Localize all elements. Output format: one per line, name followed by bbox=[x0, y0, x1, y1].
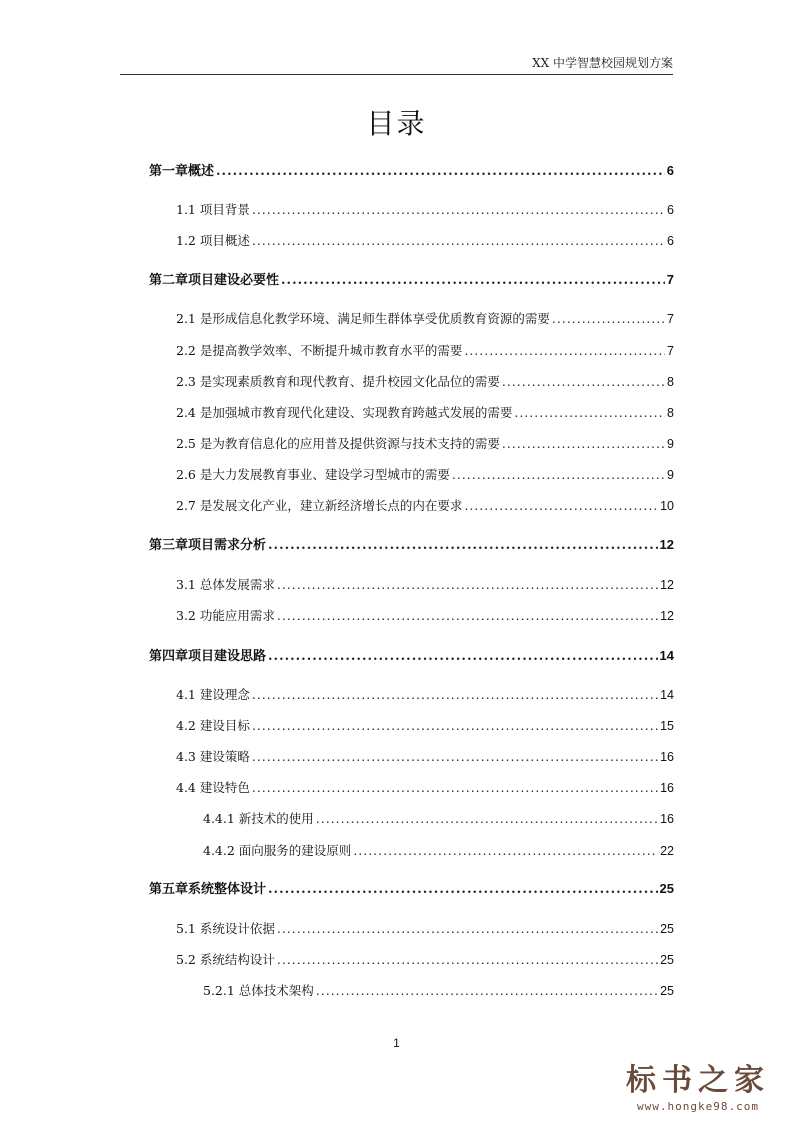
toc-entry-page: 25 bbox=[660, 953, 674, 967]
toc-entry-label: 2.2 是提高教学效率、不断提升城市教育水平的需要 bbox=[176, 343, 463, 358]
toc-entry-3-2[interactable] bbox=[176, 608, 674, 624]
toc-entry-page: 14 bbox=[659, 648, 674, 663]
toc-entry-2-3[interactable] bbox=[176, 374, 674, 390]
dot-leader bbox=[464, 343, 665, 359]
toc-entry-label: 3.2 功能应用需求 bbox=[176, 608, 275, 623]
toc-entry-4-3[interactable] bbox=[176, 749, 674, 765]
toc-entry-label: 1.2 项目概述 bbox=[176, 233, 250, 248]
toc-entry-label: 2.4 是加强城市教育现代化建设、实现教育跨越式发展的需要 bbox=[176, 405, 513, 420]
toc-entry-label: 第一章概述 bbox=[149, 164, 215, 179]
toc-entry-label: 4.1 建设理念 bbox=[176, 687, 250, 702]
toc-entry-page: 9 bbox=[667, 468, 674, 482]
toc-entry-label: 5.2.1 总体技术架构 bbox=[203, 983, 314, 998]
dot-leader bbox=[252, 749, 658, 765]
toc-entry-page: 12 bbox=[660, 578, 674, 592]
toc-entry-label: 4.2 建设目标 bbox=[176, 718, 250, 733]
dot-leader bbox=[252, 780, 658, 796]
header-rule bbox=[120, 74, 673, 75]
dot-leader bbox=[277, 608, 658, 624]
toc-entry-label: 第三章项目需求分析 bbox=[149, 538, 267, 553]
toc-entry-chapter-4[interactable] bbox=[149, 648, 674, 665]
toc-entry-4-2[interactable] bbox=[176, 718, 674, 734]
page-number: 1 bbox=[393, 1036, 400, 1050]
toc-entry-page: 14 bbox=[660, 688, 674, 702]
dot-leader bbox=[252, 233, 665, 249]
dot-leader bbox=[316, 811, 658, 827]
toc-entry-page: 6 bbox=[666, 163, 674, 178]
toc-entry-label: 1.1 项目背景 bbox=[176, 202, 250, 217]
toc-entry-page: 16 bbox=[660, 781, 674, 795]
toc-entry-label: 2.1 是形成信息化教学环境、满足师生群体享受优质教育资源的需要 bbox=[176, 311, 550, 326]
toc-entry-5-2-1[interactable] bbox=[203, 983, 674, 999]
toc-entry-label: 2.6 是大力发展教育事业、建设学习型城市的需要 bbox=[176, 467, 450, 482]
toc-entry-page: 6 bbox=[667, 203, 674, 217]
toc-entry-1-1[interactable] bbox=[176, 202, 674, 218]
toc-entry-chapter-2[interactable] bbox=[149, 272, 674, 289]
toc-entry-1-2[interactable] bbox=[176, 233, 674, 249]
dot-leader bbox=[452, 467, 665, 483]
toc-entry-2-4[interactable] bbox=[176, 405, 674, 421]
toc-entry-page: 9 bbox=[667, 437, 674, 451]
toc-entry-page: 25 bbox=[660, 984, 674, 998]
toc-entry-page: 6 bbox=[667, 234, 674, 248]
dot-leader bbox=[281, 273, 665, 289]
toc-entry-chapter-3[interactable] bbox=[149, 537, 674, 554]
toc-entry-page: 10 bbox=[660, 499, 674, 513]
toc-entry-page: 7 bbox=[667, 344, 674, 358]
dot-leader bbox=[316, 983, 658, 999]
dot-leader bbox=[252, 202, 665, 218]
toc-entry-2-5[interactable] bbox=[176, 436, 674, 452]
toc-entry-label: 5.1 系统设计依据 bbox=[176, 921, 275, 936]
dot-leader bbox=[268, 538, 658, 554]
toc-entry-page: 15 bbox=[660, 719, 674, 733]
toc-entry-page: 8 bbox=[667, 375, 674, 389]
toc-entry-4-4-2[interactable] bbox=[203, 843, 674, 859]
toc-entry-page: 8 bbox=[667, 406, 674, 420]
dot-leader bbox=[353, 843, 658, 859]
dot-leader bbox=[277, 952, 658, 968]
toc-entry-label: 2.7 是发展文化产业，建立新经济增长点的内在要求 bbox=[176, 498, 463, 513]
toc-entry-page: 12 bbox=[660, 609, 674, 623]
dot-leader bbox=[277, 921, 658, 937]
toc-entry-label: 5.2 系统结构设计 bbox=[176, 952, 275, 967]
dot-leader bbox=[268, 882, 658, 898]
dot-leader bbox=[514, 405, 665, 421]
dot-leader bbox=[502, 374, 665, 390]
toc-entry-page: 22 bbox=[660, 844, 674, 858]
toc-entry-page: 25 bbox=[660, 922, 674, 936]
toc-entry-chapter-5[interactable] bbox=[149, 881, 674, 898]
dot-leader bbox=[552, 311, 665, 327]
toc-entry-4-1[interactable] bbox=[176, 687, 674, 703]
dot-leader bbox=[216, 164, 665, 180]
toc-entry-label: 4.4.2 面向服务的建设原则 bbox=[203, 843, 352, 858]
dot-leader bbox=[277, 577, 658, 593]
toc-entry-2-7[interactable] bbox=[176, 498, 674, 514]
toc-entry-label: 4.4.1 新技术的使用 bbox=[203, 811, 314, 826]
toc-entry-chapter-1[interactable] bbox=[149, 163, 674, 180]
toc-entry-label: 3.1 总体发展需求 bbox=[176, 577, 275, 592]
toc-entry-2-2[interactable] bbox=[176, 343, 674, 359]
dot-leader bbox=[502, 436, 665, 452]
toc-entry-page: 7 bbox=[667, 312, 674, 326]
toc-entry-2-1[interactable] bbox=[176, 311, 674, 327]
toc-entry-label: 2.5 是为教育信息化的应用普及提供资源与技术支持的需要 bbox=[176, 436, 500, 451]
dot-leader bbox=[252, 718, 658, 734]
toc-entry-page: 25 bbox=[659, 881, 674, 896]
toc-entry-label: 第二章项目建设必要性 bbox=[149, 273, 280, 288]
dot-leader bbox=[252, 687, 658, 703]
toc-entry-label: 4.4 建设特色 bbox=[176, 780, 250, 795]
toc-entry-label: 第四章项目建设思路 bbox=[149, 649, 267, 664]
dot-leader bbox=[464, 498, 658, 514]
toc-entry-label: 2.3 是实现素质教育和现代教育、提升校园文化品位的需要 bbox=[176, 374, 500, 389]
toc-entry-4-4-1[interactable] bbox=[203, 811, 674, 827]
toc-entry-page: 7 bbox=[666, 272, 674, 287]
toc-entry-5-1[interactable] bbox=[176, 921, 674, 937]
toc-entry-3-1[interactable] bbox=[176, 577, 674, 593]
toc-entry-5-2[interactable] bbox=[176, 952, 674, 968]
toc-entry-page: 12 bbox=[659, 537, 674, 552]
toc-entry-4-4[interactable] bbox=[176, 780, 674, 796]
page-header: XX 中学智慧校园规划方案 bbox=[532, 56, 673, 70]
watermark-title: 标书之家 bbox=[626, 1063, 770, 1098]
toc-entry-page: 16 bbox=[660, 750, 674, 764]
watermark-logo bbox=[613, 1062, 783, 1117]
dot-leader bbox=[268, 649, 658, 665]
toc-entry-2-6[interactable] bbox=[176, 467, 674, 483]
watermark-url: www.hongke98.com bbox=[637, 1100, 759, 1113]
toc-entry-label: 第五章系统整体设计 bbox=[149, 882, 267, 897]
toc-title: 目录 bbox=[366, 107, 427, 140]
toc-entry-label: 4.3 建设策略 bbox=[176, 749, 250, 764]
toc-entry-page: 16 bbox=[660, 812, 674, 826]
